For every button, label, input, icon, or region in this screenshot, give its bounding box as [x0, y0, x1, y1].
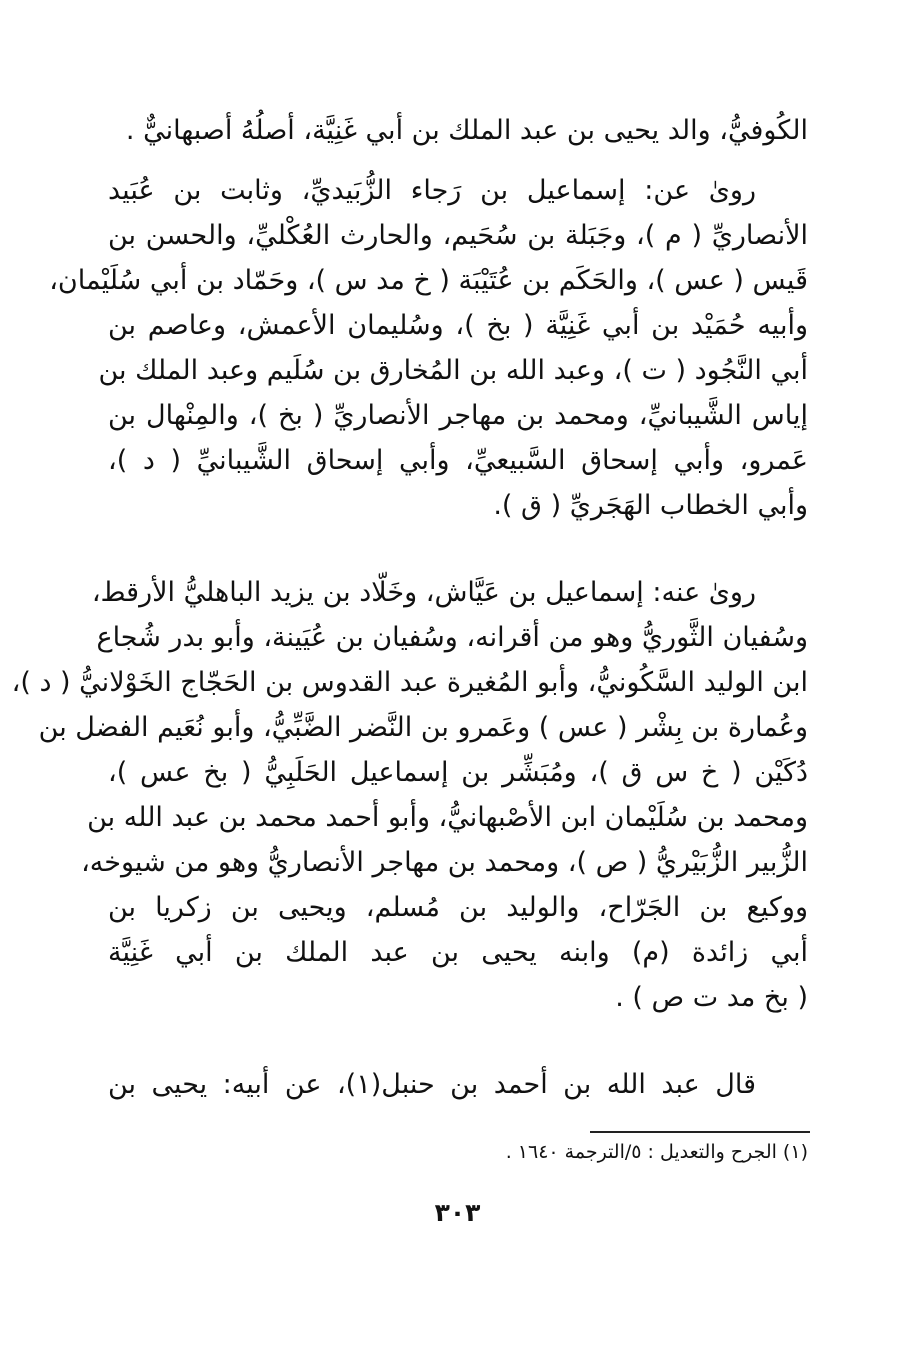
text-line: الكُوفيُّ، والد يحيى بن عبد الملك بن أبي غَنِيَّة، أصلُهُ أصبهانيٌّ .	[125, 115, 808, 146]
text-line: وعُمارة بن بِشْر ( عس ) وعَمرو بن النَّضر الضَّبِّيُّ، وأبو نُعَيم الفضل بن	[38, 712, 808, 743]
text-line: وأبيه حُمَيْد بن أبي غَنِيَّة ( بخ )، وسُليمان الأعمش، وعاصم بن	[108, 310, 808, 341]
text-line: عَمرو، وأبي إسحاق السَّبيعيِّ، وأبي إسحاق الشَّيبانيِّ ( د )،	[108, 445, 808, 476]
text-line: دُكَيْن ( خ س ق )، ومُبَشِّر بن إسماعيل الحَلَبِيُّ ( بخ عس )،	[108, 757, 808, 788]
paragraph-narrated-from	[49, 168, 808, 528]
text-line: قال عبد الله بن أحمد بن حنبل(١)، عن أبيه: يحيى بن	[108, 1069, 756, 1100]
text-line: وأبي الخطاب الهَجَريِّ ( ق ).	[493, 490, 808, 521]
text-line: ( بخ مد ت ص ) .	[615, 982, 808, 1013]
text-line: وسُفيان الثَّوريُّ وهو من أقرانه، وسُفيان بن عُيَينة، وأبو بدر شُجاع	[96, 622, 808, 653]
paragraph-lineage	[108, 108, 808, 153]
text-line: روىٰ عنه: إسماعيل بن عَيَّاش، وخَلّاد بن يزيد الباهليُّ الأرقط،	[91, 577, 756, 608]
text-line: ابن الوليد السَّكُونيُّ، وأبو المُغيرة عبد القدوس بن الحَجّاج الخَوْلانيُّ ( د )،	[11, 667, 808, 698]
text-line: قَيس ( عس )، والحَكَم بن عُتَيْبَة ( خ مد س )، وحَمّاد بن أبي سُلَيْمان،	[49, 265, 808, 296]
page-number: ٣٠٣	[434, 1198, 481, 1227]
footnote: (١) الجرح والتعديل : ٥/الترجمة ١٦٤٠ .	[505, 1141, 808, 1163]
text-line: أبي النَّجُود ( ت )، وعبد الله بن المُخارق بن سُلَيم وعبد الملك بن	[98, 355, 808, 386]
text-line: ووكيع بن الجَرّاح، والوليد بن مُسلم، ويحيى بن زكريا بن	[108, 892, 808, 923]
text-line: روىٰ عن: إسماعيل بن رَجاء الزُّبَيديِّ، وثابت بن عُبَيد	[108, 175, 756, 206]
text-line: الأنصاريِّ ( م )، وجَبَلة بن سُحَيم، والحارث العُكْليِّ، والحسن بن	[108, 220, 808, 251]
footnote-divider	[590, 1131, 810, 1133]
text-line: إياس الشَّيبانيِّ، ومحمد بن مهاجر الأنصاريِّ ( بخ )، والمِنْهال بن	[108, 400, 808, 431]
text-line: أبي زائدة (م) وابنه يحيى بن عبد الملك بن أبي غَنِيَّة	[108, 937, 808, 968]
text-line: الزُّبير الزُّبَيْريُّ ( ص )، ومحمد بن مهاجر الأنصاريُّ وهو من شيوخه،	[81, 847, 808, 878]
paragraph-quote	[108, 1062, 808, 1107]
paragraph-narrated-by	[11, 570, 808, 1020]
text-line: ومحمد بن سُلَيْمان ابن الأصْبهانيُّ، وأبو أحمد محمد بن عبد الله بن	[87, 802, 808, 833]
